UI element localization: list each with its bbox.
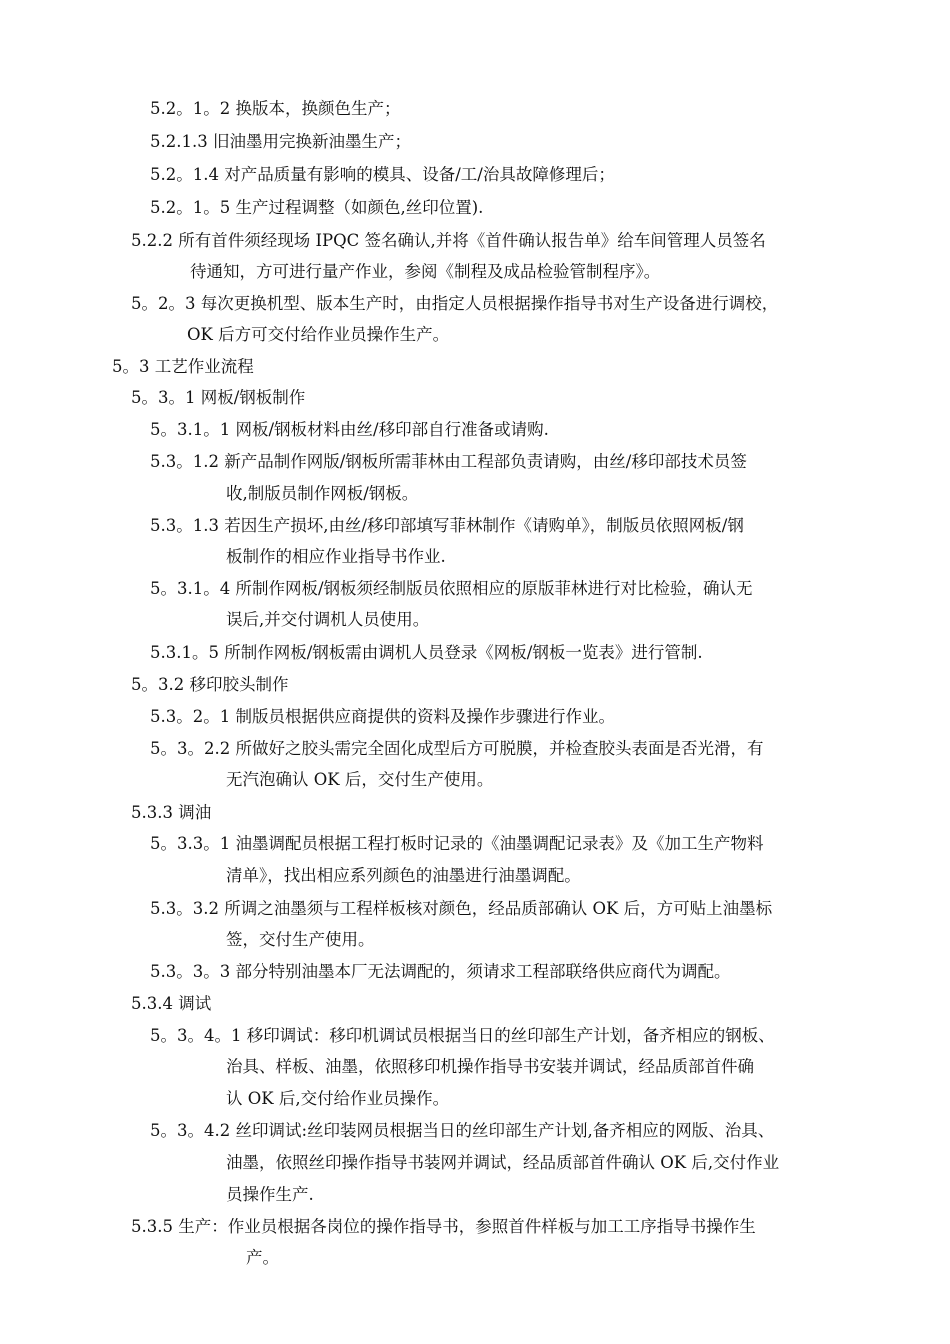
text-line: 5。3。4。1 移印调试：移印机调试员根据当日的丝印部生产计划，备齐相应的钢板、: [150, 1026, 775, 1045]
text-line: 5.3。1.2 新产品制作网版/钢板所需菲林由工程部负责请购，由丝/移印部技术员签: [150, 452, 747, 471]
text-line: 5.2.1.3 旧油墨用完换新油墨生产；: [150, 132, 411, 151]
text-line: 5.2.2 所有首件须经现场 IPQC 签名确认,并将《首件确认报告单》给车间管理人员签名: [131, 231, 766, 250]
text-line: 5.2。1.4 对产品质量有影响的模具、设备/工/治具故障修理后；: [150, 165, 615, 184]
text-line: 5。3.1。1 网板/钢板材料由丝/移印部自行准备或请购.: [150, 420, 549, 439]
text-line: OK 后方可交付给作业员操作生产。: [187, 325, 450, 344]
text-line: 板制作的相应作业指导书作业.: [226, 547, 446, 566]
text-line: 待通知，方可进行量产作业，参阅《制程及成品检验管制程序》。: [190, 262, 661, 281]
subsection-heading: 5.3.3 调油: [131, 803, 212, 822]
text-line: 5。3.3。1 油墨调配员根据工程打板时记录的《油墨调配记录表》及《加工生产物料: [150, 834, 764, 853]
text-line: 清单》，找出相应系列颜色的油墨进行油墨调配。: [226, 866, 581, 885]
text-line: 油墨，依照丝印操作指导书装网并调试，经品质部首件确认 OK 后,交付作业: [226, 1153, 780, 1172]
subsection-heading: 5。3。1 网板/钢板制作: [131, 388, 306, 407]
text-line: 5.3。3。3 部分特别油墨本厂无法调配的，须请求工程部联络供应商代为调配。: [150, 962, 731, 981]
text-line: 5。3.1。4 所制作网板/钢板须经制版员依照相应的原版菲林进行对比检验，确认无: [150, 579, 753, 598]
text-line: 误后,并交付调机人员使用。: [226, 610, 430, 629]
text-line: 员操作生产.: [226, 1185, 314, 1204]
subsection-heading: 5。3.2 移印胶头制作: [131, 675, 289, 694]
subsection-heading: 5.3.4 调试: [131, 994, 212, 1013]
section-heading: 5。3 工艺作业流程: [112, 357, 254, 376]
text-line: 5.3。1.3 若因生产损坏,由丝/移印部填写菲林制作《请购单》，制版员依照网板/钢: [150, 516, 744, 535]
text-line: 5.3。2。1 制版员根据供应商提供的资料及操作步骤进行作业。: [150, 707, 615, 726]
text-line: 无汽泡确认 OK 后，交付生产使用。: [226, 770, 494, 789]
text-line: 签，交付生产使用。: [226, 930, 375, 949]
text-line: 5。3。2.2 所做好之胶头需完全固化成型后方可脱膜，并检查胶头表面是否光滑，有: [150, 739, 764, 758]
text-line: 5.3.5 生产：作业员根据各岗位的操作指导书，参照首件样板与加工工序指导书操作生: [131, 1217, 756, 1236]
text-line: 认 OK 后,交付给作业员操作。: [226, 1089, 450, 1108]
text-line: 5。3。4.2 丝印调试:丝印装网员根据当日的丝印部生产计划,备齐相应的网版、治具、: [150, 1121, 775, 1140]
text-line: 5。2。3 每次更换机型、版本生产时，由指定人员根据操作指导书对生产设备进行调校，: [131, 294, 779, 313]
text-line: 收,制版员制作网板/钢板。: [226, 484, 419, 503]
text-line: 产。: [246, 1248, 279, 1267]
text-line: 5.3。3.2 所调之油墨须与工程样板核对颜色，经品质部确认 OK 后，方可贴上油墨标: [150, 899, 773, 918]
text-line: 治具、样板、油墨，依照移印机操作指导书安装并调试，经品质部首件确: [226, 1057, 754, 1076]
text-line: 5.2。1。2 换版本，换颜色生产；: [150, 99, 401, 118]
text-line: 5.3.1。5 所制作网板/钢板需由调机人员登录《网板/钢板一览表》进行管制.: [150, 643, 703, 662]
text-line: 5.2。1。5 生产过程调整（如颜色,丝印位置).: [150, 198, 484, 217]
